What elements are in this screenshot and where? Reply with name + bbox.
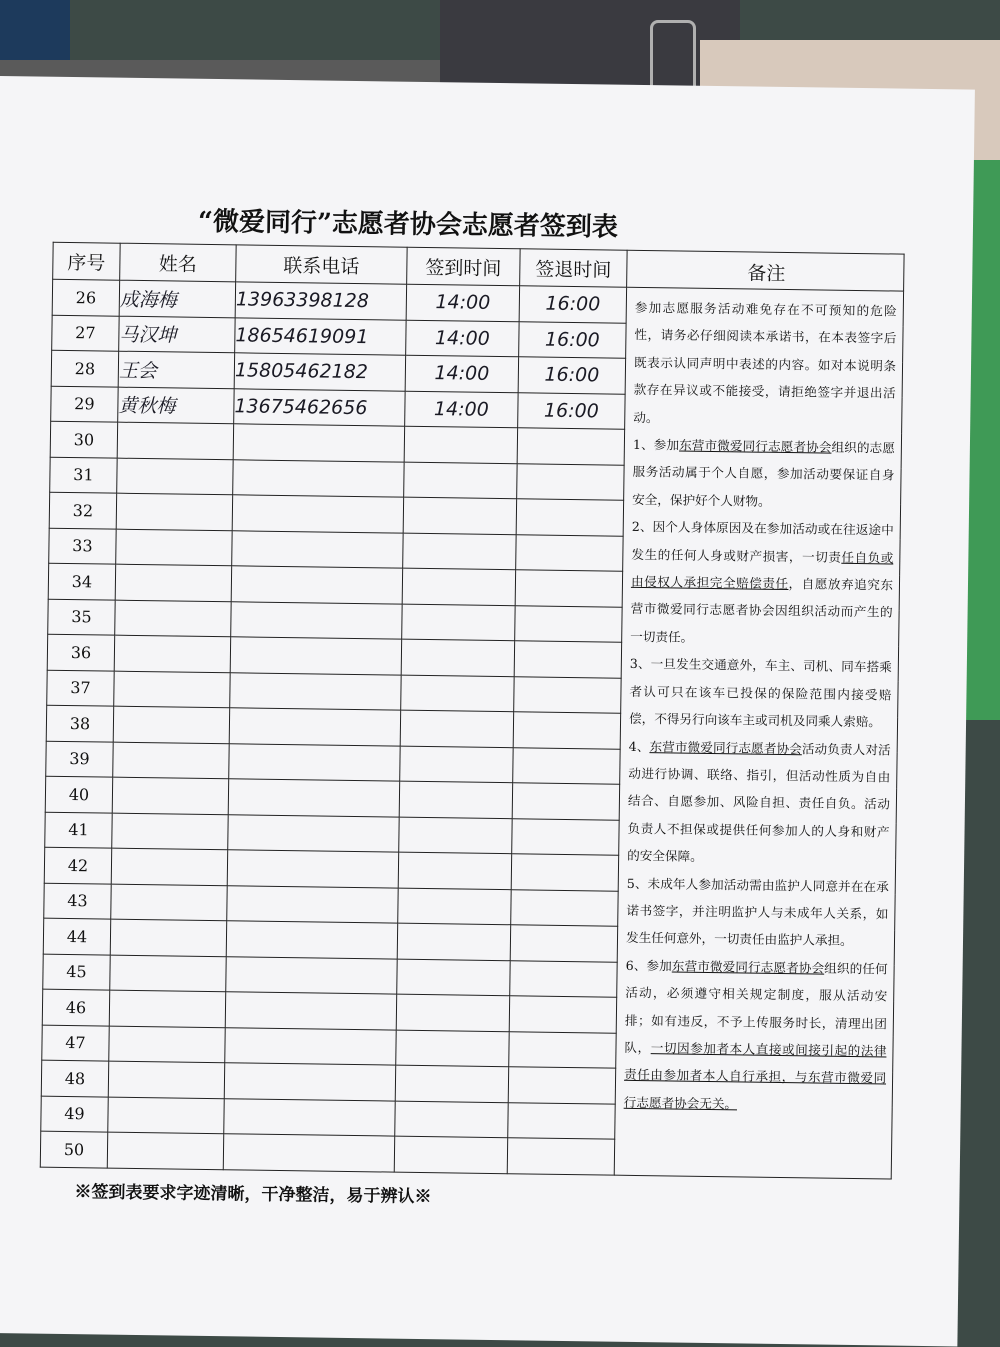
- note-item-1: 1、参加东营市微爱同行志愿者协会组织的志愿服务活动属于个人自愿，参加活动要保证自身安全，保护好个人财物。: [632, 436, 895, 509]
- row-sign-out: [515, 570, 622, 607]
- row-name: [110, 955, 226, 992]
- row-no: 41: [45, 812, 112, 848]
- note-item-2: 2、因个人身体原因及在参加活动或在往返途中发生的任何人身或财产损害，一切责任自负或由侵权人承担完全赔偿责任，自愿放弃追究东营市微爱同行志愿者协会因组织活动而产生的一切责任。: [630, 519, 894, 645]
- row-sign-out: [516, 499, 623, 536]
- table-body: [40, 279, 903, 1178]
- row-name: [114, 671, 230, 708]
- row-sign-in: [397, 923, 510, 960]
- note-item-6: 6、参加东营市微爱同行志愿者协会组织的任何活动，必须遵守相关规定制度，服从活动安排；如有违反，不予上传服务时长，清理出团队，一切因参加者本人直接或间接引起的法律责任由参加者本人自行承担，与东营市微爱同行志愿者协会无关。: [623, 957, 888, 1112]
- row-sign-in: [397, 959, 510, 996]
- row-sign-in: [398, 888, 511, 925]
- row-phone: [226, 921, 397, 959]
- row-phone: [233, 459, 404, 497]
- note-item-5: 5、未成年人参加活动需由监护人同意并在在承诺书签字，并注明监护人与未成年人关系，如发生任何意外，一切责任由监护人承担。: [625, 875, 889, 949]
- header-name: 姓名: [120, 243, 237, 282]
- row-no: 42: [44, 847, 111, 883]
- row-phone: [231, 601, 402, 639]
- row-sign-out: [513, 712, 620, 749]
- row-sign-in: [403, 533, 516, 570]
- row-sign-out: [512, 818, 619, 855]
- sheet-title: “微爱同行”志愿者协会志愿者签到表: [197, 206, 619, 243]
- row-name: [111, 884, 227, 921]
- row-no: 36: [47, 634, 114, 670]
- row-no: 49: [41, 1096, 108, 1132]
- header-no: 序号: [53, 242, 121, 280]
- row-sign-in: 14:00: [405, 355, 518, 392]
- row-sign-in: [404, 462, 517, 499]
- row-name: 王会: [118, 351, 234, 388]
- row-sign-out: [514, 676, 621, 713]
- row-name: [112, 777, 228, 814]
- row-sign-in: [396, 994, 509, 1031]
- row-no: 35: [48, 599, 115, 635]
- row-phone: [225, 992, 396, 1030]
- row-phone: [232, 530, 403, 568]
- row-sign-out: [509, 996, 616, 1033]
- row-phone: [227, 850, 398, 888]
- row-sign-in: [398, 852, 511, 889]
- row-sign-out: [507, 1138, 614, 1175]
- notes-cell: [614, 287, 903, 1178]
- row-name: [116, 529, 232, 566]
- row-sign-in: [394, 1136, 507, 1173]
- row-no: 43: [44, 883, 111, 919]
- row-sign-out: 16:00: [519, 286, 626, 323]
- row-sign-out: [515, 605, 622, 642]
- row-no: 34: [48, 563, 115, 599]
- row-no: 29: [51, 386, 118, 422]
- row-sign-in: 14:00: [406, 284, 519, 321]
- row-sign-out: [512, 783, 619, 820]
- row-phone: [226, 956, 397, 994]
- row-name: [113, 706, 229, 743]
- row-name: [115, 564, 231, 601]
- row-phone: [224, 1063, 395, 1101]
- row-sign-out: 16:00: [519, 321, 626, 358]
- row-no: 33: [49, 528, 116, 564]
- row-phone: [227, 885, 398, 923]
- row-sign-out: 16:00: [518, 392, 625, 429]
- row-no: 46: [42, 989, 109, 1025]
- row-no: 31: [50, 457, 117, 493]
- row-no: 27: [52, 315, 119, 351]
- row-no: 26: [52, 279, 119, 315]
- row-sign-in: [402, 604, 515, 641]
- row-no: 32: [49, 492, 116, 528]
- sign-in-table: [40, 242, 905, 1179]
- row-phone: [228, 779, 399, 817]
- row-sign-out: [513, 747, 620, 784]
- row-no: 37: [47, 670, 114, 706]
- row-sign-in: [402, 568, 515, 605]
- row-no: 39: [46, 741, 113, 777]
- row-name: [115, 600, 231, 637]
- row-phone: [230, 637, 401, 675]
- note-item-4: 4、东营市微爱同行志愿者协会活动负责人对活动进行协调、联络、指引，但活动性质为自由结合、自愿参加、风险自担、责任自负。活动负责人不担保或提供任何参加人的人身和财产的安全保障。: [627, 738, 891, 865]
- row-no: 40: [45, 776, 112, 812]
- sign-in-sheet-paper: [0, 76, 975, 1346]
- row-sign-in: [395, 1065, 508, 1102]
- row-name: [108, 1061, 224, 1098]
- row-phone: [223, 1134, 394, 1172]
- row-name: [112, 813, 228, 850]
- row-phone: [224, 1098, 395, 1136]
- row-sign-out: 16:00: [518, 357, 625, 394]
- row-name: [110, 919, 226, 956]
- row-name: [113, 742, 229, 779]
- row-phone: [229, 743, 400, 781]
- row-phone: [225, 1027, 396, 1065]
- row-no: 45: [43, 954, 110, 990]
- row-no: 44: [43, 918, 110, 954]
- row-no: 28: [51, 350, 118, 386]
- row-phone: [230, 672, 401, 710]
- row-sign-in: 14:00: [406, 320, 519, 357]
- row-sign-in: [400, 710, 513, 747]
- row-no: 48: [41, 1060, 108, 1096]
- header-note: 备注: [627, 250, 904, 291]
- row-phone: 18654619091: [235, 317, 406, 355]
- row-name: 黄秋梅: [118, 387, 234, 424]
- row-name: [117, 422, 233, 459]
- row-sign-in: [404, 426, 517, 463]
- row-sign-in: 14:00: [405, 391, 518, 428]
- row-no: 38: [46, 705, 113, 741]
- row-name: [107, 1132, 223, 1169]
- row-phone: [228, 814, 399, 852]
- row-name: [109, 990, 225, 1027]
- row-sign-in: [399, 817, 512, 854]
- row-sign-out: [517, 428, 624, 465]
- sheet-footer-note: ※签到表要求字迹清晰，干净整洁，易于辨认※: [74, 1182, 432, 1208]
- row-sign-in: [395, 1101, 508, 1138]
- row-sign-in: [401, 639, 514, 676]
- row-sign-out: [510, 925, 617, 962]
- row-sign-out: [508, 1067, 615, 1104]
- row-sign-out: [509, 1031, 616, 1068]
- row-phone: [229, 708, 400, 746]
- header-sign-out: 签退时间: [520, 249, 628, 287]
- row-sign-in: [399, 781, 512, 818]
- row-no: 47: [42, 1025, 109, 1061]
- row-name: [114, 635, 230, 672]
- row-sign-out: [516, 534, 623, 571]
- row-sign-out: [514, 641, 621, 678]
- row-phone: 15805462182: [234, 353, 405, 391]
- row-name: [109, 1026, 225, 1063]
- header-sign-in: 签到时间: [407, 247, 521, 286]
- row-name: [108, 1097, 224, 1134]
- row-name: [116, 493, 232, 530]
- row-sign-out: [510, 960, 617, 997]
- row-sign-in: [400, 746, 513, 783]
- header-phone: 联系电话: [236, 245, 407, 284]
- row-sign-in: [403, 497, 516, 534]
- row-sign-out: [511, 889, 618, 926]
- row-sign-in: [401, 675, 514, 712]
- row-sign-out: [508, 1102, 615, 1139]
- row-no: 50: [40, 1131, 107, 1167]
- note-intro: 参加志愿服务活动难免存在不可预知的危险性，请务必仔细阅读本承诺书，在本表签字后既表示认同声明中表述的内容。如对本说明条款存在异议或不能接受，请拒绝签字并退出活动。: [633, 299, 897, 425]
- row-sign-in: [396, 1030, 509, 1067]
- row-name: 马汉坤: [119, 316, 235, 353]
- row-name: 成海梅: [119, 280, 235, 317]
- row-sign-out: [517, 463, 624, 500]
- row-name: [111, 848, 227, 885]
- row-phone: 13963398128: [235, 282, 406, 320]
- row-sign-out: [511, 854, 618, 891]
- row-phone: [231, 566, 402, 604]
- row-no: 30: [50, 421, 117, 457]
- row-phone: [233, 424, 404, 462]
- row-phone: 13675462656: [234, 388, 405, 426]
- note-item-3: 3、一旦发生交通意外，车主、司机、同车搭乘者认可只在该车已投保的保险范围内接受赔偿，不得另行向该车主或司机及同乘人索赔。: [628, 656, 892, 730]
- row-name: [117, 458, 233, 495]
- row-phone: [232, 495, 403, 533]
- notes-text: [624, 294, 897, 1120]
